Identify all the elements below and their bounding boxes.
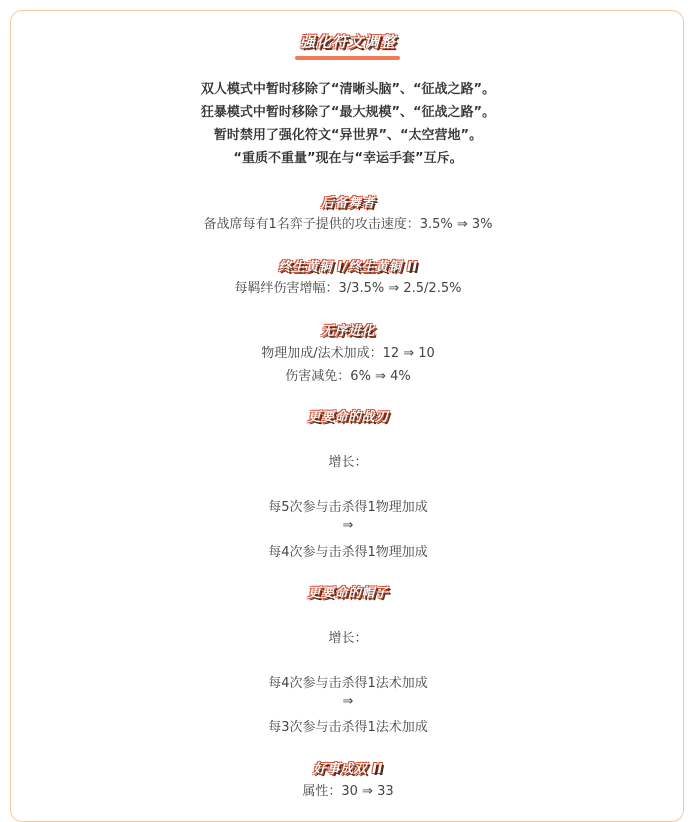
section-heading: 更要命的战刃 xyxy=(307,410,389,425)
section-line: 每羁绊伤害增幅：3/3.5% ⇒ 2.5/2.5% xyxy=(234,281,462,296)
section-line: 增长： xyxy=(328,455,368,470)
intro-line-1: 双人模式中暂时移除了“清晰头脑”、“征战之路”。 xyxy=(200,82,496,97)
section-heading: 终生黄铜 I/终生黄铜 II xyxy=(278,260,418,275)
section-line: 每5次参与击杀得1物理加成 xyxy=(268,500,428,515)
section-line: ⇒ xyxy=(342,518,354,533)
intro-line-3: 暂时禁用了强化符文“异世界”、“太空营地”。 xyxy=(213,128,483,143)
section-heading: 无序进化 xyxy=(320,324,375,339)
section-line: 属性：30 ⇒ 33 xyxy=(302,784,394,799)
section-line: 备战席每有1名弈子提供的攻击速度：3.5% ⇒ 3% xyxy=(203,217,493,232)
section-line: 每3次参与击杀得1法术加成 xyxy=(268,720,428,735)
section-line: 伤害减免：6% ⇒ 4% xyxy=(285,369,411,384)
section-line: 每4次参与击杀得1法术加成 xyxy=(268,676,428,691)
section-line: 物理加成/法术加成：12 ⇒ 10 xyxy=(261,346,435,361)
intro-line-2: 狂暴模式中暂时移除了“最大规模”、“征战之路”。 xyxy=(200,105,496,120)
section-line: 增长： xyxy=(328,631,368,646)
section-heading: 后备舞者 xyxy=(320,196,375,211)
section-heading: 好事成双 II xyxy=(313,762,383,777)
section-line: ⇒ xyxy=(342,694,354,709)
page-title: 强化符文调整 xyxy=(299,33,396,51)
section-heading: 更要命的帽子 xyxy=(307,586,389,601)
title-underline xyxy=(295,56,400,60)
section-line: 每4次参与击杀得1物理加成 xyxy=(268,545,428,560)
intro-line-4: “重质不重量”现在与“幸运手套”互斥。 xyxy=(233,151,463,166)
